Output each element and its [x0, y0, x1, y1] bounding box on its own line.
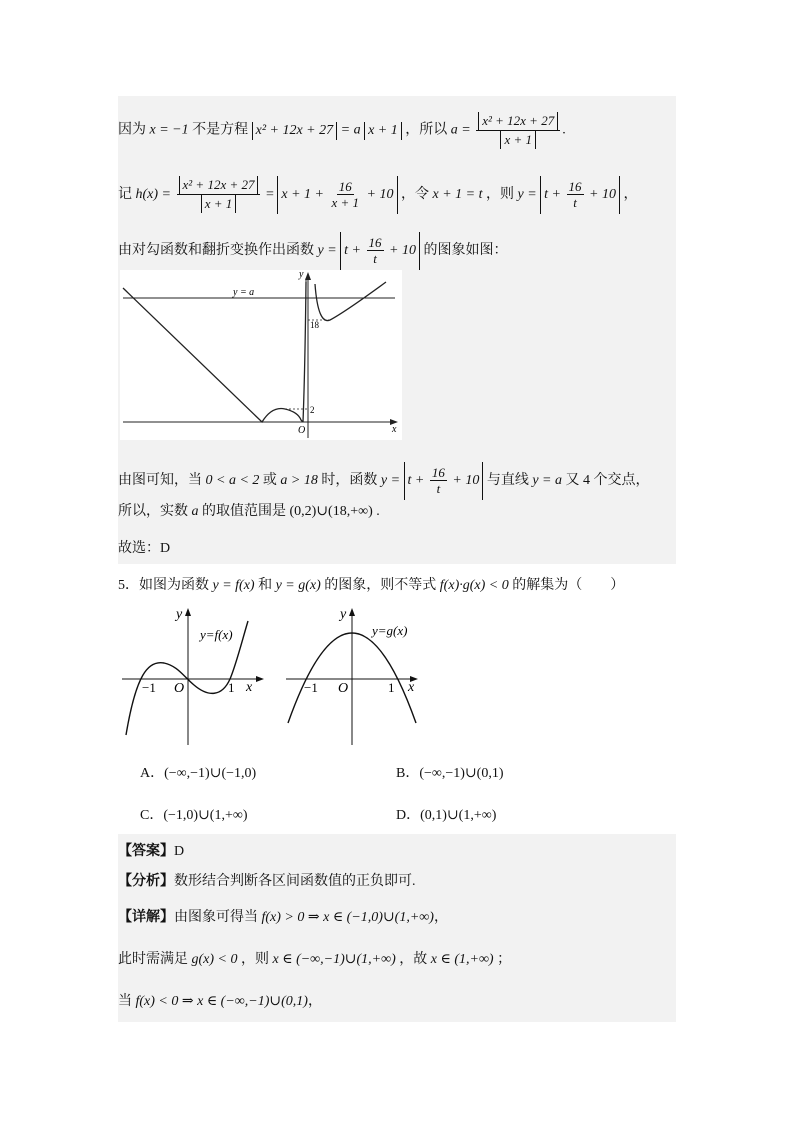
label-18: 18 — [310, 320, 319, 330]
fraction — [177, 176, 261, 213]
detail-line-1 — [118, 908, 448, 928]
text: 时，函数 — [321, 473, 378, 488]
math: t + — [407, 473, 425, 488]
math: 0 < a < 2 — [205, 473, 260, 488]
choice-result: 故选：D — [118, 541, 171, 556]
label-y-a: y = a — [233, 287, 255, 298]
math-range: (0,2)∪(18,+∞) — [289, 504, 373, 519]
text: ，则 — [486, 187, 514, 202]
option-value: (−∞,−1)∪(−1,0) — [164, 766, 257, 781]
text: 所以，实数 — [118, 504, 188, 519]
label-y: y — [299, 270, 304, 280]
frac-num: 16 — [338, 179, 352, 195]
detail-line-2 — [118, 950, 511, 970]
analysis-line — [118, 872, 416, 892]
math: g(x) < 0 — [191, 952, 238, 967]
option-c[interactable] — [140, 804, 248, 824]
text: 记 — [118, 187, 132, 202]
frac-den: t — [373, 251, 377, 267]
frac-den: x + 1 — [201, 195, 237, 213]
label-origin: O — [298, 425, 306, 436]
option-a[interactable] — [140, 762, 256, 782]
math: a — [191, 504, 199, 519]
fraction — [567, 179, 584, 210]
math: y = a — [532, 473, 562, 488]
math: + 10 — [366, 187, 394, 202]
graph-g — [284, 605, 424, 753]
math: x ∈ (−∞,−1)∪(1,+∞) — [272, 952, 396, 967]
text: 和 — [258, 578, 273, 593]
frac-num: 16 — [431, 465, 445, 481]
label-1: 1 — [388, 680, 395, 695]
solution-line-6 — [118, 539, 170, 559]
math: y = f(x) — [212, 578, 255, 593]
text: ； — [497, 952, 512, 967]
math: x + 1 + — [281, 187, 324, 202]
math: x + 1 = t — [432, 187, 483, 202]
analysis-tag: 【分析】 — [118, 874, 174, 889]
frac-num: 16 — [568, 179, 582, 195]
y-axis-arrow-icon — [185, 608, 191, 616]
math: y = g(x) — [275, 578, 321, 593]
label-neg1: −1 — [142, 680, 156, 695]
frac-den: t — [573, 195, 577, 211]
text: ， — [433, 910, 448, 925]
x-axis-arrow-icon — [256, 676, 264, 682]
label-y: y — [340, 607, 347, 622]
text: 由图象可得当 — [174, 910, 258, 925]
text: 不是方程 — [192, 122, 249, 138]
text: ， — [623, 187, 638, 202]
math: x ∈ (1,+∞) — [430, 952, 494, 967]
frac-num: x² + 12x + 27 — [179, 176, 259, 194]
solution-line-4 — [118, 462, 650, 500]
text: ，令 — [401, 187, 429, 202]
frac-den: x + 1 — [331, 195, 360, 211]
option-b[interactable] — [396, 762, 504, 782]
text: 又 4 个交点， — [565, 473, 650, 488]
math-x-eq: x = −1 — [149, 122, 189, 138]
abs-expression — [404, 462, 484, 500]
text: ， — [307, 994, 322, 1009]
fraction — [330, 179, 362, 210]
text: ，故 — [399, 952, 428, 967]
option-value: (−∞,−1)∪(0,1) — [419, 766, 504, 781]
question-5 — [118, 576, 624, 596]
option-letter: A． — [140, 766, 165, 781]
frac-den: t — [436, 481, 441, 497]
abs-expression — [277, 176, 397, 214]
option-letter: D． — [396, 808, 421, 823]
math: y = — [317, 243, 337, 258]
y-axis-arrow-icon — [349, 608, 355, 616]
solution-line-3 — [118, 232, 507, 270]
label-origin: O — [174, 681, 185, 696]
option-letter: B． — [396, 766, 420, 781]
option-letter: C． — [140, 808, 164, 823]
text: 由对勾函数和翻折变换作出函数 — [118, 243, 314, 258]
label-y: y — [176, 607, 183, 622]
frac-num: 16 — [368, 235, 382, 251]
frac-num: x² + 12x + 27 — [478, 112, 558, 130]
math: + 10 — [389, 243, 416, 258]
graph-f — [118, 605, 268, 753]
label-neg1: −1 — [304, 680, 318, 695]
math: t + — [544, 187, 562, 202]
math: = — [265, 187, 274, 202]
answer-tag: 【答案】 — [118, 844, 174, 859]
fraction — [430, 465, 447, 496]
function-graph-figure — [120, 270, 402, 440]
answer-value: D — [174, 844, 185, 859]
text: 因为 — [118, 122, 146, 138]
solution-line-2 — [118, 176, 637, 214]
label-x: x — [246, 680, 253, 695]
text: ，则 — [241, 952, 269, 967]
text: 的取值范围是 — [202, 504, 286, 519]
label-2: 2 — [310, 405, 315, 415]
math: a = — [450, 122, 471, 138]
solution-line-5 — [118, 502, 380, 522]
label-x: x — [392, 424, 397, 435]
text: 的解集为（ ） — [512, 578, 625, 593]
abs-expression: x² + 12x + 27 — [252, 122, 338, 140]
label-origin: O — [338, 681, 349, 696]
math: f(x) < 0 ⇒ x ∈ (−∞,−1)∪(0,1) — [135, 994, 308, 1009]
abs-expression — [340, 232, 420, 270]
fraction — [367, 235, 384, 266]
math: y = — [517, 187, 537, 202]
frac-den: x + 1 — [500, 131, 536, 149]
label-curve: y=f(x) — [200, 627, 233, 642]
option-value: (0,1)∪(1,+∞) — [420, 808, 497, 823]
text: 由图可知，当 — [118, 473, 202, 488]
detail-tag: 【详解】 — [118, 910, 174, 925]
fraction — [476, 112, 560, 149]
math: a > 18 — [280, 473, 318, 488]
answer-line — [118, 842, 184, 862]
detail-line-3 — [118, 992, 322, 1012]
analysis-text: 数形结合判断各区间函数值的正负即可. — [174, 874, 416, 889]
label-curve: y=g(x) — [372, 623, 408, 638]
math: + 10 — [452, 473, 480, 488]
math: f(x)·g(x) < 0 — [439, 578, 509, 593]
abs-expression: x + 1 — [364, 122, 402, 140]
text: 或 — [262, 473, 277, 488]
abs-expression — [540, 176, 620, 214]
math: f(x) > 0 ⇒ x ∈ (−1,0)∪(1,+∞) — [261, 910, 434, 925]
math: h(x) = — [135, 187, 171, 202]
text: 当 — [118, 994, 132, 1009]
text: 与直线 — [486, 473, 529, 488]
option-value: (−1,0)∪(1,+∞) — [163, 808, 248, 823]
math: = a — [340, 122, 361, 138]
text: 的图象，则不等式 — [324, 578, 437, 593]
option-d[interactable] — [396, 804, 496, 824]
text: 5．如图为函数 — [118, 578, 209, 593]
text: 此时需满足 — [118, 952, 188, 967]
text: ，所以 — [405, 122, 448, 138]
math: + 10 — [589, 187, 616, 202]
text: 的图象如图： — [423, 243, 508, 258]
label-1: 1 — [228, 680, 235, 695]
math: t + — [344, 243, 362, 258]
solution-line-1: 因为 x = −1 不是方程 x² + 12x + 27 = a x + 1 ，所以 a = $\frac{\text{x² + 12x + 27}}{x + 1}$ . — [118, 113, 566, 147]
math: y = — [380, 473, 401, 488]
label-x: x — [408, 680, 415, 695]
text: . — [376, 504, 380, 519]
